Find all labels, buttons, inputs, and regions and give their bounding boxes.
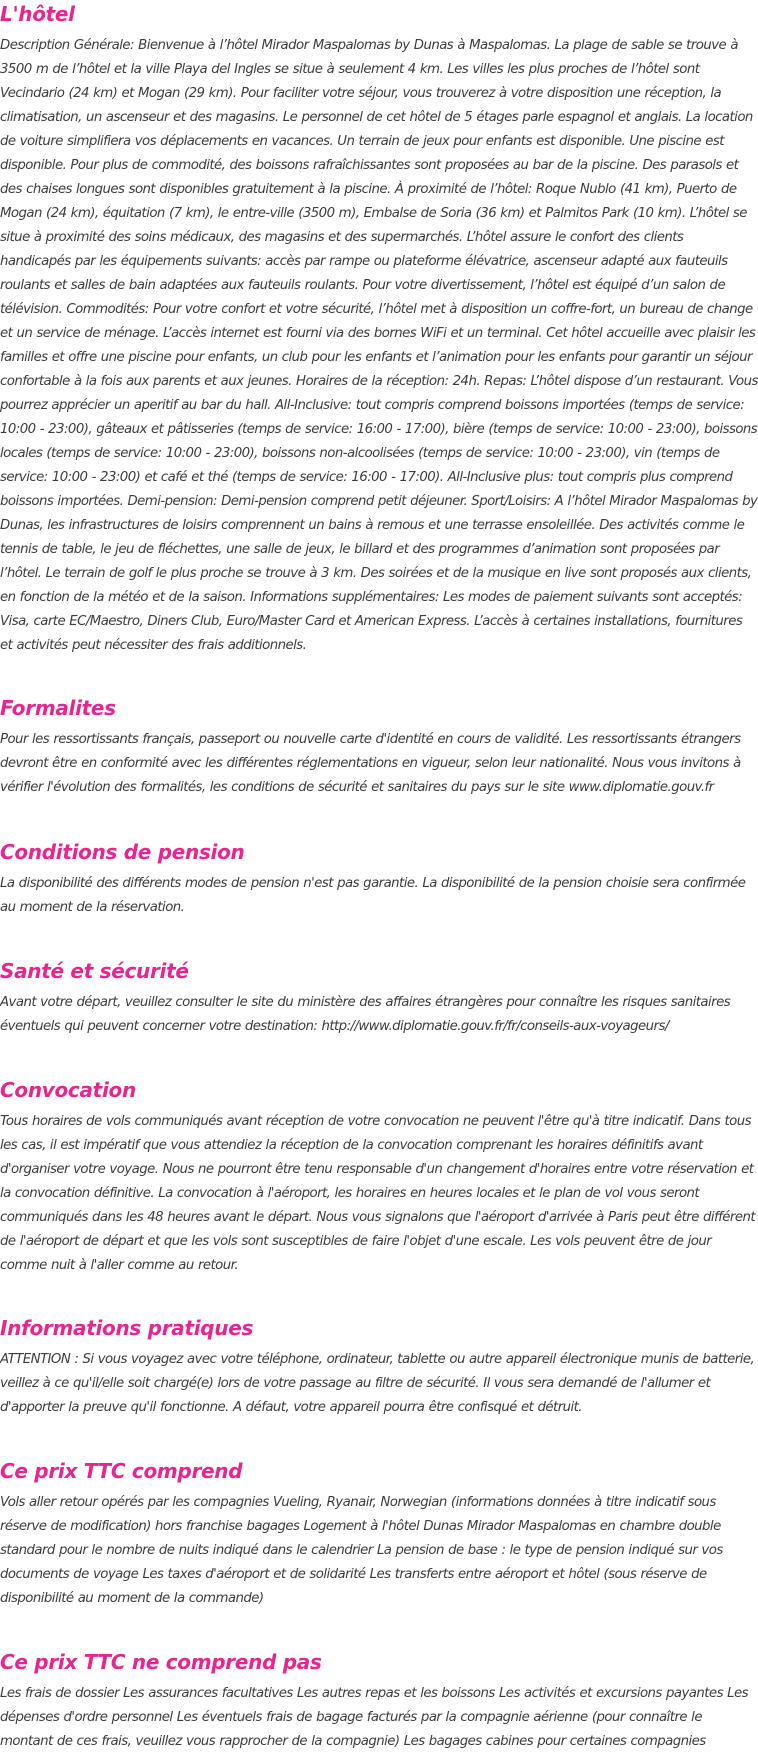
section-prix-ne-comprend-pas (0, 1648, 758, 1754)
section-body-sante-securite: Avant votre départ, veuillez consulter le site du ministère des affaires étrangères pour connaître les risques sanitaires éventuels qui peuvent concerner votre destination: http://www.diplomatie.gouv.fr/fr/conseils-aux-voyageurs/ (0, 995, 731, 1034)
section-convocation (0, 1076, 758, 1278)
section-title-sante-securite: Santé et sécurité (0, 959, 189, 983)
section-informations-pratiques (0, 1314, 758, 1420)
section-hotel (0, 0, 758, 658)
section-body-convocation: Tous horaires de vols communiqués avant réception de votre convocation ne peuvent l'être qu'à titre indicatif. Dans tous les cas, il est impératif que vous attendiez la réception de la convocation comprenant les horaires définitifs avant d'organiser votre voyage. Nous ne pourront être tenu responsable d'un changement d'horaires entre votre réservation et la convocation définitive. La convocation à l'aéroport, les horaires en heures locales et le plan de vol vous seront communiqués dans les 48 heures avant le départ. Nous vous signalons que l'aéroport d'arrivée à Paris peut être différent de l'aéroport de départ et que les vols sont susceptibles de faire l'objet d'une escale. Les vols peuvent être de jour comme nuit à l'aller comme au retour. (0, 1114, 756, 1273)
section-title-prix-comprend: Ce prix TTC comprend (0, 1459, 243, 1483)
section-formalites (0, 694, 758, 800)
section-prix-comprend (0, 1457, 758, 1611)
section-title-informations-pratiques: Informations pratiques (0, 1316, 254, 1340)
section-title-convocation: Convocation (0, 1078, 136, 1102)
section-title-formalites: Formalites (0, 696, 116, 720)
section-conditions-pension (0, 838, 758, 920)
section-body-conditions-pension: La disponibilité des différents modes de pension n'est pas garantie. La disponibilité de la pension choisie sera confirmée au moment de la réservation. (0, 876, 746, 915)
section-body-formalites: Pour les ressortissants français, passeport ou nouvelle carte d'identité en cours de validité. Les ressortissants étrangers devront être en conformité avec les différentes réglementations en vigueur, selon leur nationalité. Nous vous invitons à vérifier l'évolution des formalités, les conditions de sécurité et sanitaires du pays sur le site www.diplomatie.gouv.fr (0, 732, 741, 795)
section-body-hotel: Description Générale: Bienvenue à l’hôtel Mirador Maspalomas by Dunas à Maspalomas. La plage de sable se trouve à 3500 m de l’hôtel et la ville Playa del Ingles se situe à seulement 4 km. Les villes les plus proches de l’hôtel sont Vecindario (24 km) et Mogan (29 km). Pour faciliter votre séjour, vous trouverez à votre disposition une réception, la climatisation, un ascenseur et des magasins. Le personnel de cet hôtel de 5 étages parle espagnol et anglais. La location de voiture simplifiera vos déplacements en vacances. Un terrain de jeux pour enfants est disponible. Une piscine est disponible. Pour plus de commodité, des boissons rafraîchissantes sont proposées au bar de la piscine. Des parasols et des chaises longues sont disponibles gratuitement à la piscine. À proximité de l’hôtel: Roque Nublo (41 km), Puerto de Mogan (24 km), équitation (7 km), le entre-ville (3500 m), Embalse de Soria (36 km) et Palmitos Park (10 km). L’hôtel se situe à proximité des soins médicaux, des magasins et des supermarchés. L’hôtel assure le confort des clients handicapés par les équipements suivants: accès par rampe ou plateforme élévatrice, ascenseur adapté aux fauteuils roulants et salles de bain adaptées aux fauteuils roulants. Pour votre divertissement, l’hôtel est équipé d’un salon de télévision. Commodités: Pour votre confort et votre sécurité, l’hôtel met à disposition un coffre-fort, un bureau de change et un service de ménage. L’accès internet est fourni via des bornes WiFi et un terminal. Cet hôtel accueille avec plaisir les familles et offre une piscine pour enfants, un club pour les enfants et l’animation pour les enfants pour garantir un séjour confortable à la fois aux parents et aux jeunes. Horaires de la réception: 24h. Repas: L’hôtel dispose d’un restaurant. Vous pourrez apprécier un aperitif au bar du hall. All-Inclusive: tout compris comprend boissons importées (temps de service: 10:00 - 23:00), gâteaux et pâtisseries (temps de service: 16:00 - 17:00), bière (temps de service: 10:00 - 23:00), boissons locales (temps de service: 10:00 - 23:00), boissons non-alcoolisées (temps de service: 10:00 - 23:00), vin (temps de service: 10:00 - 23:00) et café et thé (temps de service: 16:00 - 17:00). All-Inclusive plus: tout compris plus comprend boissons importées. Demi-pension: Demi-pension comprend petit déjeuner. Sport/Loisirs: A l’hôtel Mirador Maspalomas by Dunas, les infrastructures de loisirs comprennent un bains à remous et une terrasse ensoleillée. Des activités comme le tennis de table, le jeu de fléchettes, une salle de jeux, le billard et des programmes d’animation sont proposées par l’hôtel. Le terrain de golf le plus proche se trouve à 3 km. Des soirées et de la musique en live sont proposés aux clients, en fonction de la météo et de la saison. Informations supplémentaires: Les modes de paiement suivants sont acceptés: Visa, carte EC/Maestro, Diners Club, Euro/Master Card et American Express. L’accès à certaines installations, fournitures et activités peut nécessiter des frais additionnels. (0, 38, 758, 653)
section-title-conditions-pension: Conditions de pension (0, 840, 245, 864)
section-body-prix-ne-comprend-pas: Les frais de dossier Les assurances facultatives Les autres repas et les boissons Les activités et excursions payantes Les dépenses d'ordre personnel Les éventuels frais de bagage facturés par la compagnie aérienne (pour connaître le montant de ces frais, veuillez vous rapprocher de la compagnie) Les bagages cabines pour certaines compagnies (0, 1686, 748, 1749)
section-sante-securite (0, 957, 758, 1039)
section-title-prix-ne-comprend-pas: Ce prix TTC ne comprend pas (0, 1650, 322, 1674)
section-title-hotel: L'hôtel (0, 2, 75, 26)
section-body-informations-pratiques: ATTENTION : Si vous voyagez avec votre téléphone, ordinateur, tablette ou autre appareil électronique munis de batterie, veillez à ce qu'il/elle soit chargé(e) lors de votre passage au filtre de sécurité. Il vous sera demandé de l'allumer et d'apporter la preuve qu'il fonctionne. A défaut, votre appareil pourra être confisqué et détruit. (0, 1352, 755, 1415)
section-body-prix-comprend: Vols aller retour opérés par les compagnies Vueling, Ryanair, Norwegian (informations données à titre indicatif sous réserve de modification) hors franchise bagages Logement à l'hôtel Dunas Mirador Maspalomas en chambre double standard pour le nombre de nuits indiqué dans le calendrier La pension de base : le type de pension indiqué sur vos documents de voyage Les taxes d'aéroport et de solidarité Les transferts entre aéroport et hôtel (sous réserve de disponibilité au moment de la commande) (0, 1495, 723, 1606)
